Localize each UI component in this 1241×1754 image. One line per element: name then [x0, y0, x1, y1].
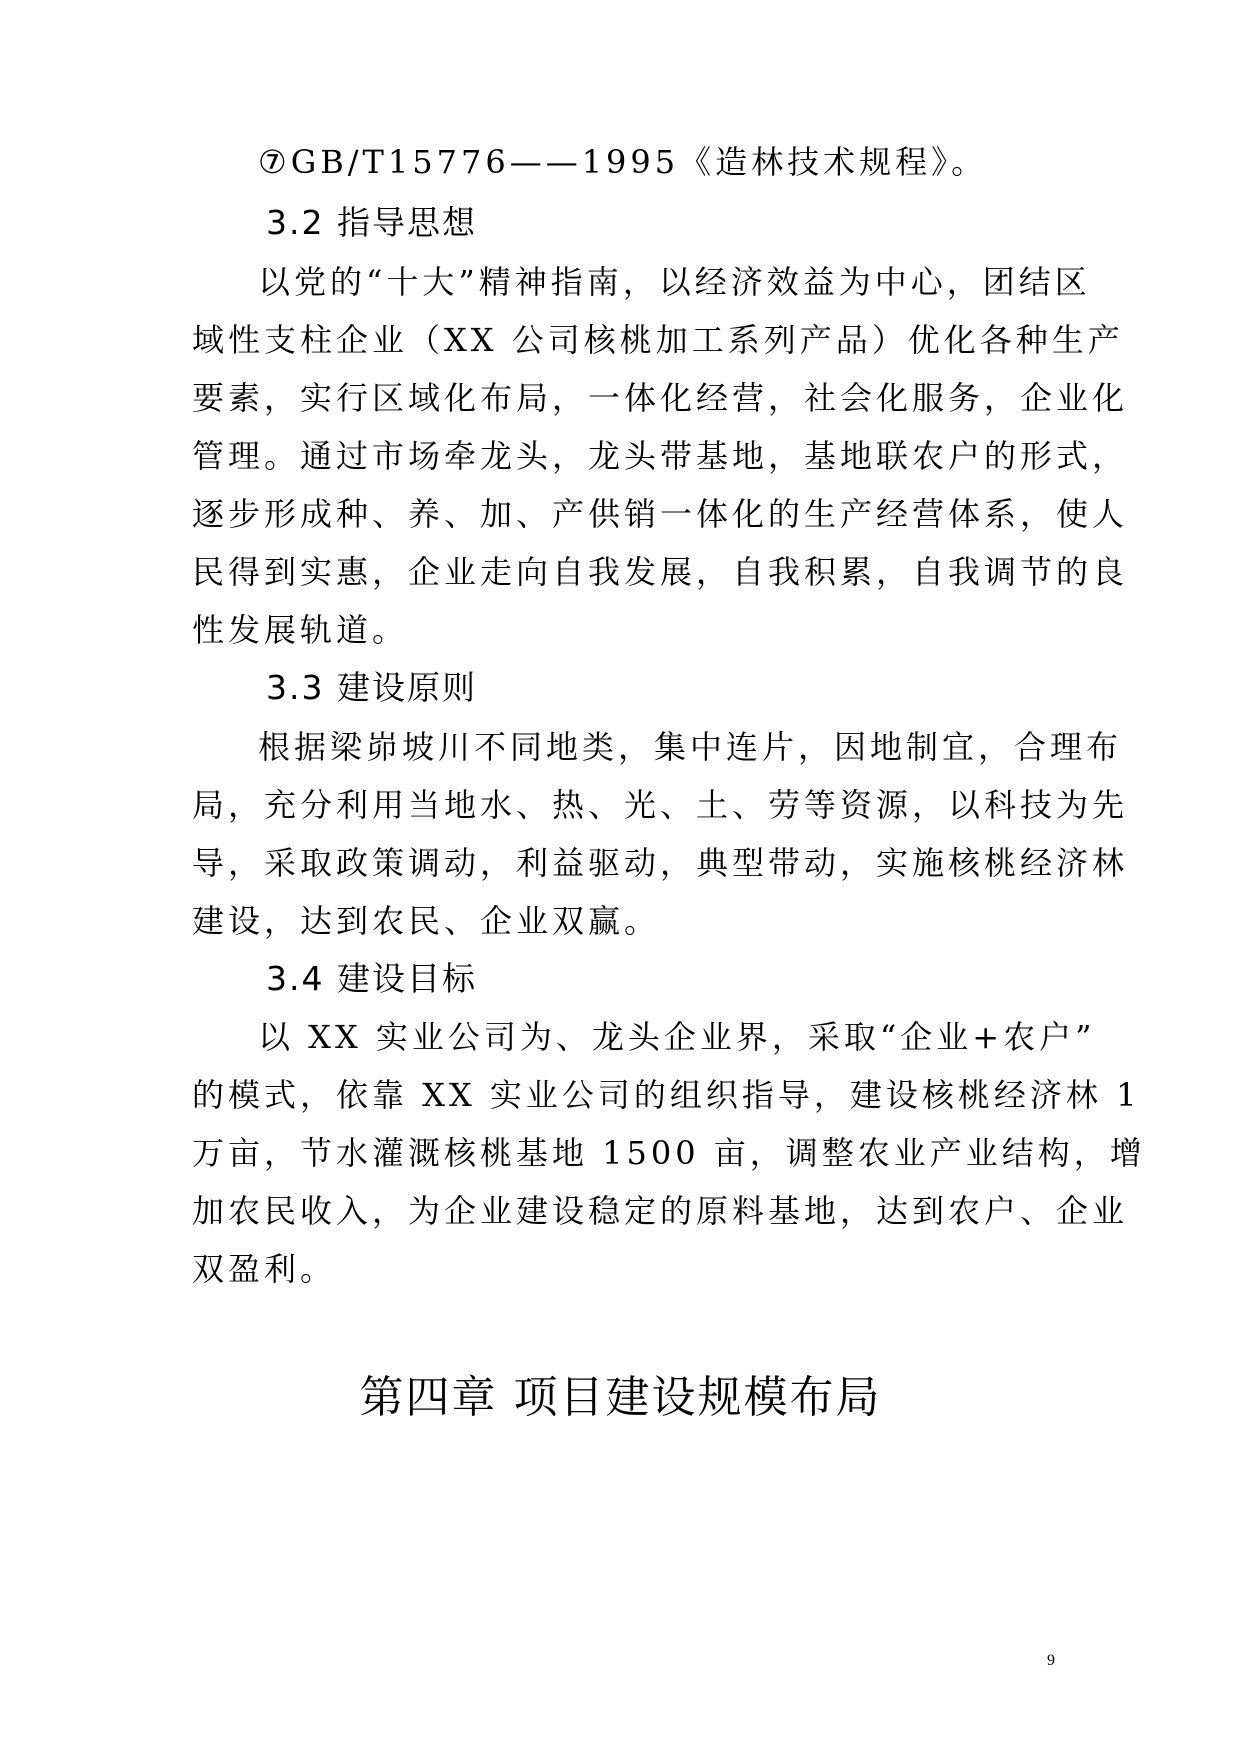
paragraph-line: 管理。通过市场牵龙头，龙头带基地，基地联农户的形式，: [192, 437, 1129, 475]
standard-reference-item: ⑦GB/T15776——1995《造林技术规程》。: [258, 143, 988, 181]
paragraph-line: 导，采取政策调动，利益驱动，典型带动，实施核桃经济林: [192, 844, 1129, 882]
paragraph-line: 民得到实惠，企业走向自我发展，自我积累，自我调节的良: [192, 553, 1129, 591]
paragraph-line: 局，充分利用当地水、热、光、土、劳等资源，以科技为先: [192, 786, 1129, 824]
paragraph-line: 加农民收入，为企业建设稳定的原料基地，达到农户、企业: [192, 1192, 1129, 1230]
paragraph-line: 以党的“十大”精神指南，以经济效益为中心，团结区: [258, 263, 1091, 301]
section-heading-3-2: 3.2 指导思想: [266, 203, 477, 242]
paragraph-line: 要素，实行区域化布局，一体化经营，社会化服务，企业化: [192, 379, 1129, 417]
paragraph-line: 万亩，节水灌溉核桃基地 1500 亩，调整农业产业结构，增: [192, 1134, 1146, 1172]
section-heading-3-4: 3.4 建设目标: [266, 959, 477, 998]
paragraph-line: 根据梁峁坡川不同地类，集中连片，因地制宜，合理布: [258, 728, 1123, 766]
paragraph-line: 以 XX 实业公司为、龙头企业界，采取“企业+农户”: [258, 1018, 1096, 1056]
paragraph-line: 域性支柱企业（XX 公司核桃加工系列产品）优化各种生产: [192, 321, 1124, 359]
chapter-title: 第四章 项目建设规模布局: [359, 1372, 882, 1423]
paragraph-line: 建设，达到农民、企业双赢。: [192, 902, 661, 940]
page-number: 9: [1047, 1652, 1055, 1669]
paragraph-line: 逐步形成种、养、加、产供销一体化的生产经营体系，使人: [192, 495, 1129, 533]
paragraph-line: 性发展轨道。: [192, 611, 409, 649]
paragraph-line: 双盈利。: [192, 1250, 337, 1288]
section-heading-3-3: 3.3 建设原则: [266, 668, 477, 707]
paragraph-line: 的模式，依靠 XX 实业公司的组织指导，建设核桃经济林 1: [192, 1076, 1141, 1114]
